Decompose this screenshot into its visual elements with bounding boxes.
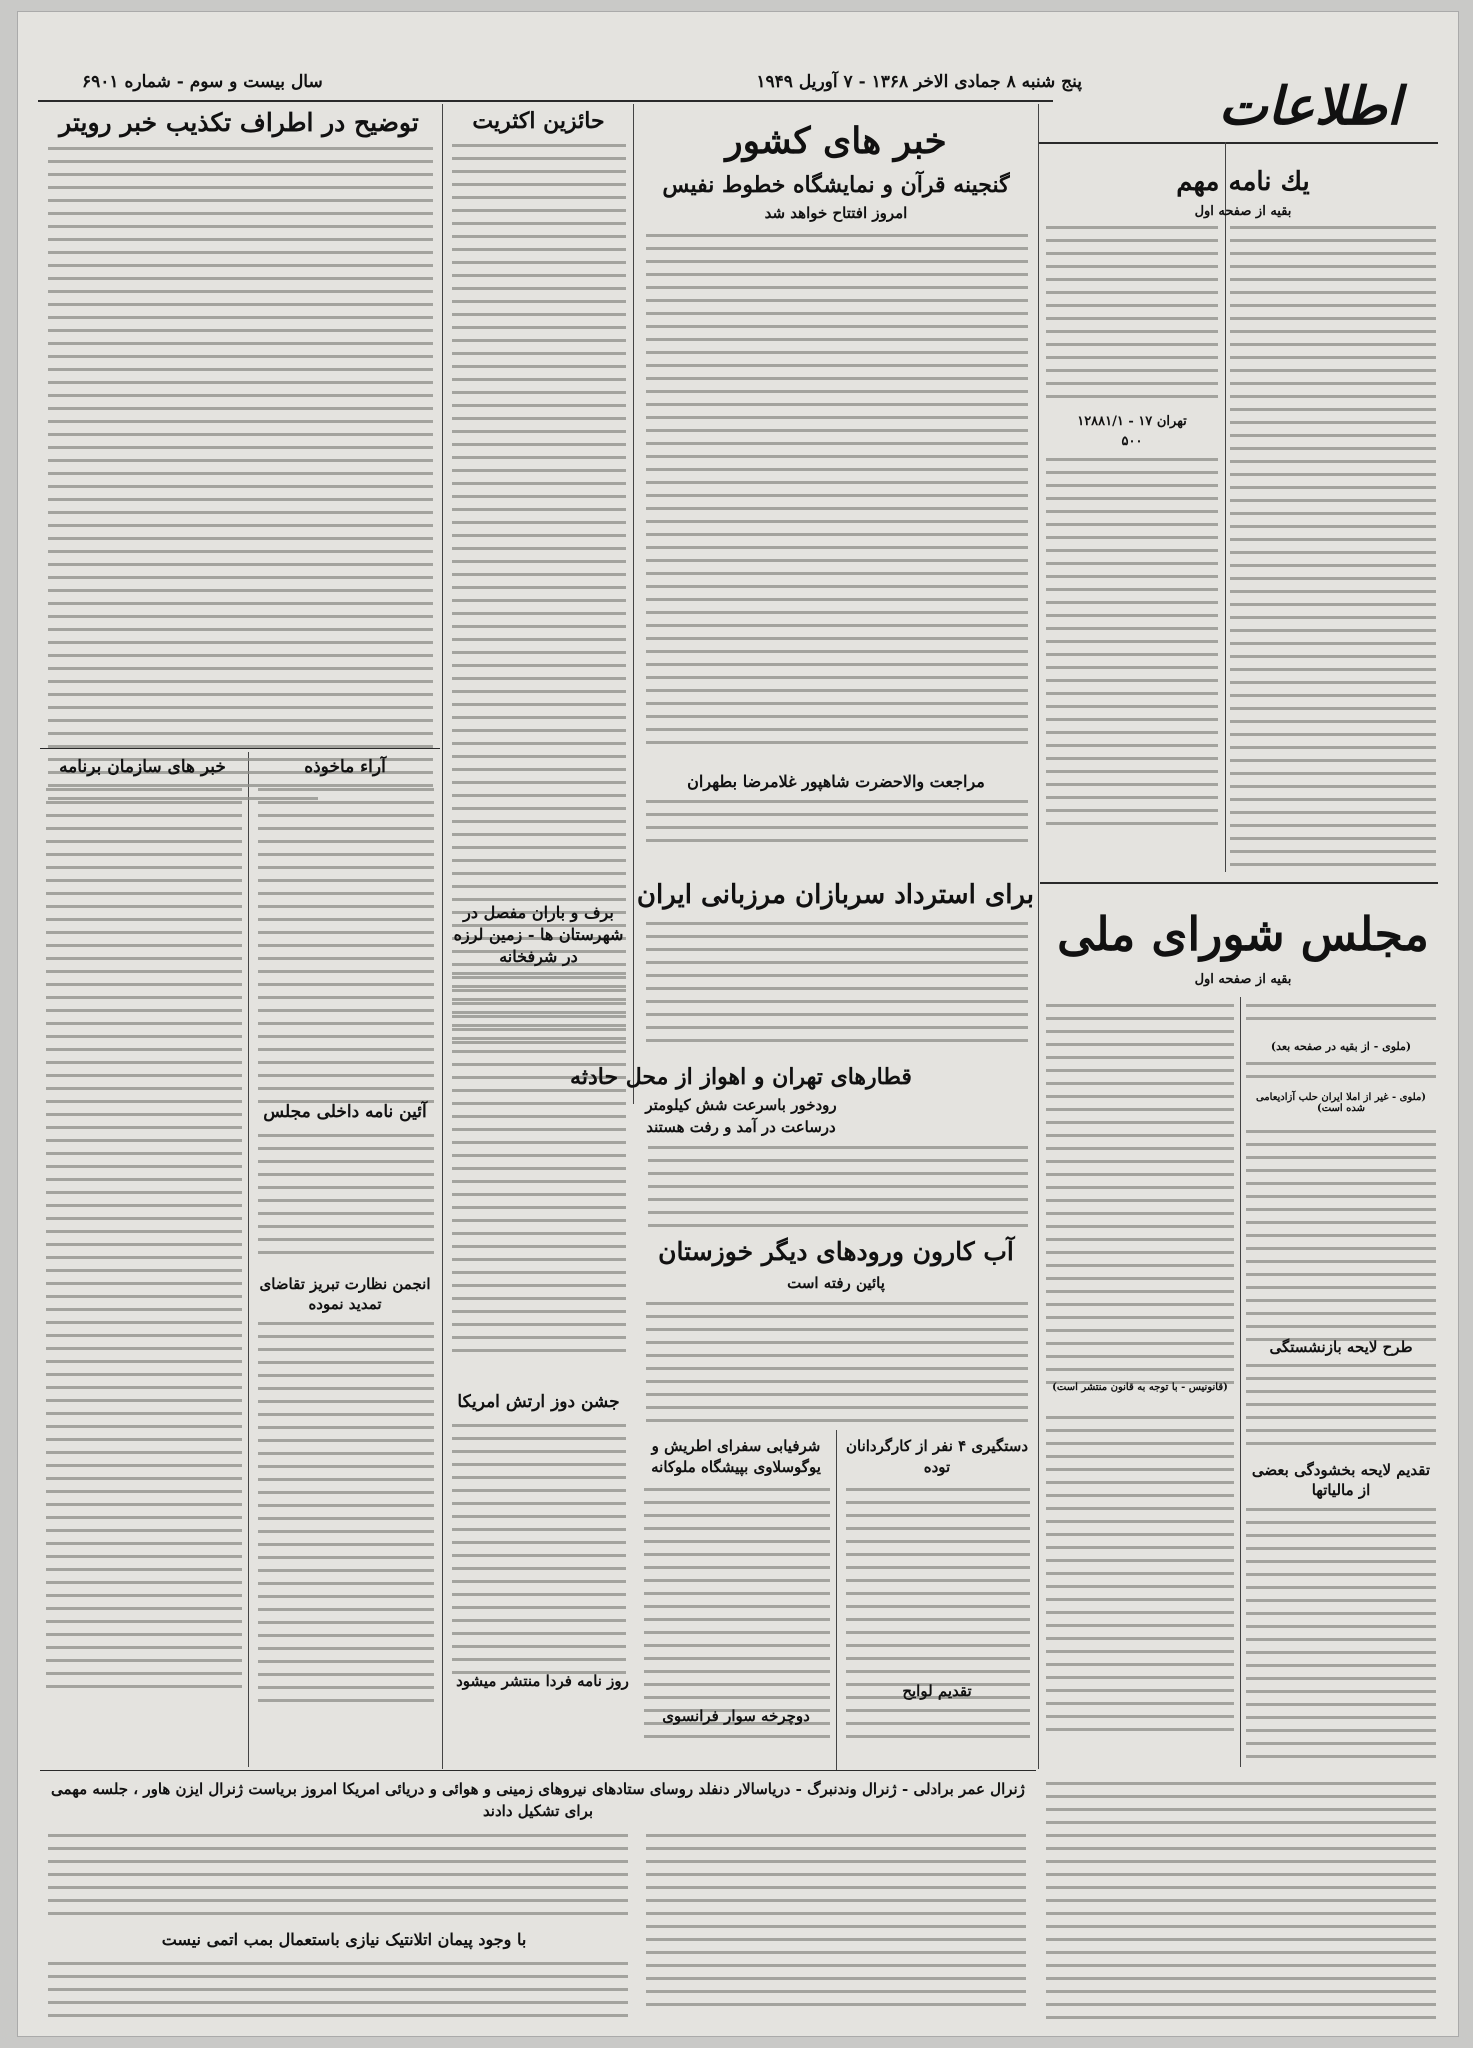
- headline-national-news: خبر های کشور: [725, 120, 947, 162]
- headline-karun-sub: پائین رفته است: [787, 1274, 885, 1292]
- continued-note: بقیه از صفحه اول: [1194, 204, 1292, 219]
- page-figure: ۵۰۰: [1121, 434, 1143, 449]
- headline-trains-sub: رودخور باسرعت شش کیلومتر: [645, 1096, 837, 1114]
- headline-votes: آراء ماخوذه: [304, 757, 386, 777]
- masthead-rule-right: [1038, 142, 1438, 144]
- issue-date: پنج شنبه ۸ جمادی الاخر ۱۳۶۸ - ۷ آوریل ۱۹۴۹: [756, 72, 1082, 92]
- article-body: [452, 1424, 626, 1684]
- column-rule: [1225, 142, 1226, 872]
- headline-return-prince: مراجعت والاحضرت شاهپور غلامرضا بطهران: [687, 772, 985, 791]
- headline-correction: توضیح در اطراف تکذیب خبر رویتر: [59, 108, 419, 137]
- article-body: [846, 1488, 1030, 1748]
- column-rule: [248, 752, 249, 1767]
- article-body: [1046, 1004, 1234, 1394]
- article-body: [1246, 1004, 1436, 1030]
- article-body: [648, 1146, 1028, 1237]
- article-body: [1046, 458, 1218, 835]
- section-rule: [40, 748, 440, 749]
- article-body: [48, 1962, 628, 2027]
- article-body: [258, 788, 434, 1113]
- headline-parliament: مجلس شورای ملی: [1057, 907, 1429, 961]
- issue-number: سال بیست و سوم - شماره ۶۹۰۱: [82, 72, 323, 92]
- headline-program-news: خبر های سازمان برنامه: [59, 757, 226, 777]
- article-body: [646, 922, 1028, 1052]
- date-line: [82, 72, 1082, 94]
- headline-snow: برف و باران مفصل در شهرستان ها - زمین لرزه در شرفخانه: [453, 903, 624, 966]
- article-body: [646, 1302, 1028, 1432]
- column-rule: [633, 104, 634, 1104]
- column-rule: [1240, 997, 1241, 1767]
- headline-quran-exhibit: گنجینه قرآن و نمایشگاه خطوط نفیس: [662, 172, 1010, 198]
- masthead-rule: [38, 100, 1053, 102]
- headline-important-letter: يك نامه مهم: [1176, 167, 1310, 197]
- headline-trains: قطارهای تهران و اهواز از محل حادثه: [570, 1064, 912, 1090]
- column-rule: [836, 1430, 837, 1770]
- tehran-note: تهران ۱۷ - ۱۲۸۸۱/۱: [1077, 414, 1187, 429]
- bottom-banner-headline: ژنرال عمر برادلی - ژنرال وندنبرگ - دریاسالار دنفلد روسای ستادهای نیروهای زمینی و هوائی و دریائی امریکا امروز بریاست ژنرال ایزن هاور ، جلسه مهمی برای تشکیل دادند: [51, 1780, 1025, 1820]
- headline-budget: تقدیم لایحه بخشودگی بعضی از مالیاتها: [1251, 1461, 1431, 1499]
- article-body: [46, 788, 242, 1698]
- newspaper-logo: اطلاعات: [1218, 75, 1402, 137]
- article-body: [1246, 1130, 1436, 1351]
- article-body: [646, 800, 1028, 852]
- continued-note: بقیه از صفحه اول: [1194, 972, 1292, 987]
- article-body: [1246, 1364, 1436, 1455]
- headline-french-horseman: دوچرخه سوار فرانسوی: [662, 1707, 810, 1725]
- article-body: [48, 1834, 628, 1925]
- article-body: [1046, 1782, 1436, 2029]
- headline-trains-sub2: درساعت در آمد و رفت هستند: [646, 1118, 836, 1136]
- article-body: [258, 1322, 434, 1712]
- section-rule: [1040, 882, 1438, 884]
- article-body: [1246, 1062, 1436, 1088]
- bracket-note: (قانونیس - با توجه به قانون منتشر است): [1052, 1382, 1228, 1393]
- article-body: [258, 1134, 434, 1264]
- banner-rule: [40, 1770, 1036, 1771]
- headline-ministry-council: آئین نامه داخلی مجلس: [263, 1102, 427, 1122]
- headline-quran-sub: امروز افتتاح خواهد شد: [764, 204, 908, 222]
- headline-border-guards: برای استرداد سربازان مرزبانی ایران: [636, 880, 1034, 910]
- article-body: [646, 234, 1028, 754]
- article-body: [646, 1834, 1026, 2016]
- article-body: [1046, 1416, 1234, 1741]
- article-body: [1246, 1508, 1436, 1768]
- headline-trade-bill: طرح لایحه بازنشستگی: [1269, 1338, 1413, 1356]
- headline-church: جشن دوز ارتش امریکا: [457, 1392, 620, 1412]
- bottom-banner-subhead: با وجود پیمان اتلانتیک نیازی باستعمال بمب اتمی نیست: [161, 1930, 527, 1949]
- headline-lottery: حائزین اکثریت: [472, 108, 605, 134]
- bracket-note: (ملوی - از بقیه در صفحه بعد): [1270, 1040, 1412, 1053]
- article-body: [1046, 226, 1218, 408]
- column-rule: [442, 104, 443, 1769]
- article-body: [452, 972, 626, 1362]
- column-rule: [1038, 104, 1039, 1769]
- newspaper-page: [18, 12, 1458, 2036]
- headline-karun: آب کارون ورودهای دیگر خوزستان: [658, 1237, 1014, 1266]
- headline-tabriz: انجمن نظارت تبریز تقاضای تمدید نموده: [259, 1275, 431, 1313]
- headline-shipping: تقدیم لوایح: [902, 1682, 972, 1700]
- article-body: [1230, 226, 1436, 876]
- headline-arrest: دستگیری ۴ نفر از کارگردانان توده: [846, 1437, 1028, 1476]
- article-body: [48, 147, 433, 810]
- bracket-note: (ملوی - غیر از املا ایران حلب آزادیعامی شده است): [1255, 1092, 1427, 1114]
- headline-reception: روز نامه فردا منتشر میشود: [456, 1672, 629, 1690]
- headline-ambassadors: شرفیابی سفرای اطریش و یوگوسلاوی بپیشگاه ملوکانه: [651, 1437, 821, 1476]
